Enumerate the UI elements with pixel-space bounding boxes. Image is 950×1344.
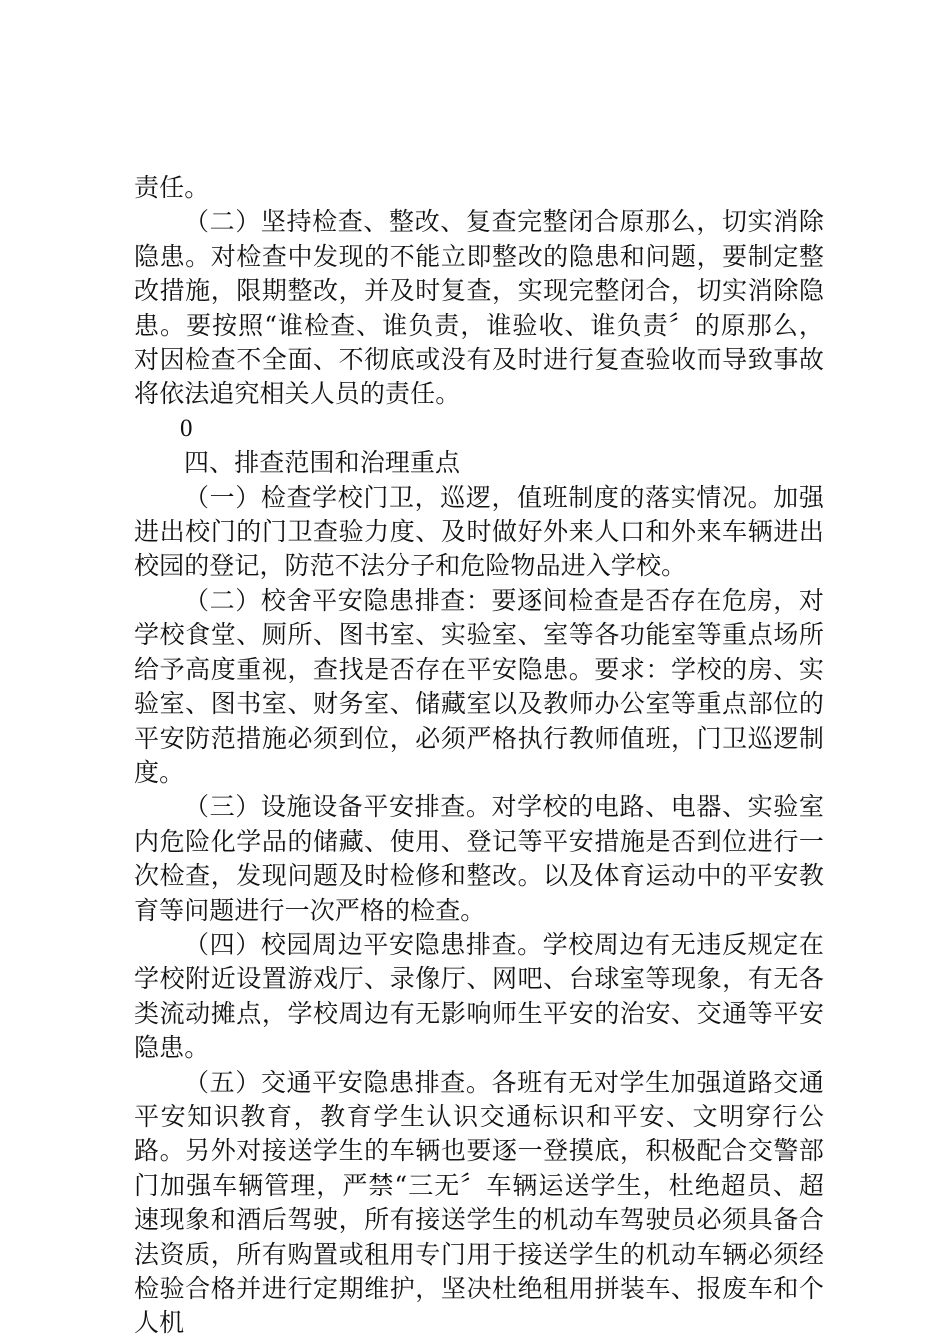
paragraph-closed-loop-principle: （二）坚持检查、整改、复查完整闭合原那么，切实消除隐患。对检查中发现的不能立即整改的隐患和问题，要制定整改措施，限期整改，并及时复查，实现完整闭合，切实消除隐患。要按照“谁检查、谁负责，谁验收、谁负责〞的原那么，对因检查不全面、不彻底或没有及时进行复查验收而导致事故将依法追究相关人员的责任。 xyxy=(134,207,824,409)
paragraph-school-building: （二）校舍平安隐患排查：要逐间检查是否存在危房，对学校食堂、厕所、图书室、实验室、室等各功能室等重点场所给予高度重视，查找是否存在平安隐患。要求：学校的房、实验室、图书室、财务室、储藏室以及教师办公室等重点部位的平安防范措施必须到位，必须严格执行教师值班，门卫巡逻制度。 xyxy=(134,585,824,787)
paragraph-facilities: （三）设施设备平安排查。对学校的电路、电器、实验室内危险化学品的储藏、使用、登记等平安措施是否到位进行一次检查，发现问题及时检修和整改。以及体育运动中的平安教育等问题进行一次严格的检查。 xyxy=(134,792,824,925)
paragraph-traffic-safety: （五）交通平安隐患排查。各班有无对学生加强道路交通平安知识教育，教育学生认识交通标识和平安、文明穿行公路。另外对接送学生的车辆也要逐一登摸底，积极配合交警部门加强车辆管理，严禁“三无〞车辆运送学生，杜绝超员、超速现象和酒后驾驶，所有接送学生的机动车驾驶员必须具备合法资质，所有购置或租用专门用于接送学生的机动车辆必须经检验合格并进行定期维护，坚决杜绝租用拼装车、报废车和个人机 xyxy=(134,1067,824,1338)
paragraph-number: 0 xyxy=(180,414,193,442)
paragraph-responsibility-end: 责任。 xyxy=(134,173,210,202)
section-heading-scope: 四、排查范围和治理重点 xyxy=(184,448,461,478)
paragraph-campus-surroundings: （四）校园周边平安隐患排查。学校周边有无违反规定在学校附近设置游戏厅、录像厅、网吧、台球室等现象，有无各类流动摊点，学校周边有无影响师生平安的治安、交通等平安隐患。 xyxy=(134,929,824,1063)
document-body xyxy=(134,171,824,1341)
paragraph-gate-patrol: （一）检查学校门卫，巡逻，值班制度的落实情况。加强进出校门的门卫查验力度、及时做好外来人口和外来车辆进出校园的登记，防范不法分子和危险物品进入学校。 xyxy=(134,482,824,581)
